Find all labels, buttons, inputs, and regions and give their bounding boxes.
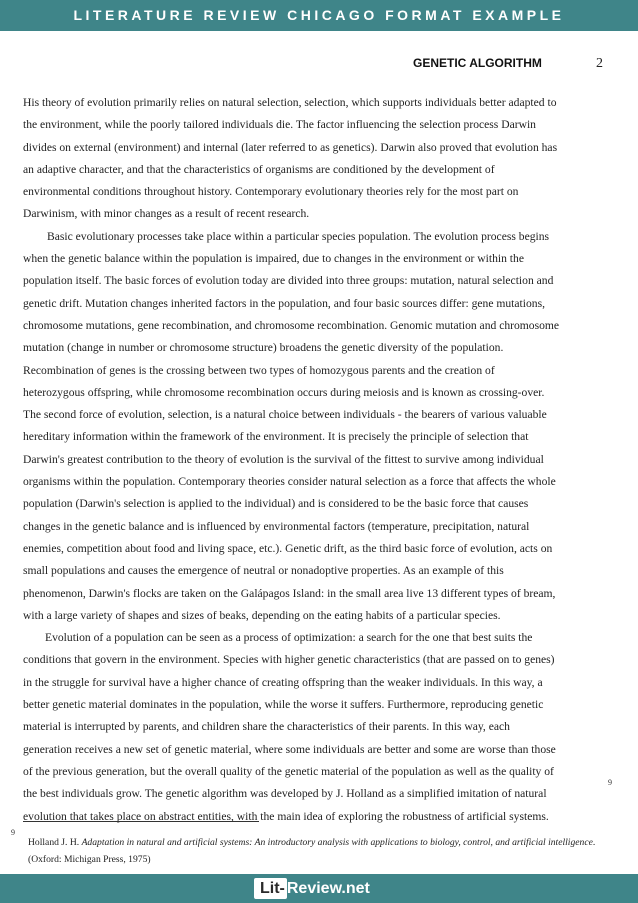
body-line: His theory of evolution primarily relies on natural selection, selection, which supports individuals better adapted to	[23, 96, 557, 109]
body-line: mutation (change in number or chromosome structure) broadens the genetic diversity of the population.	[23, 341, 504, 355]
logo-review-text: Review.net	[286, 879, 370, 897]
body-line: divides on external (environment) and internal (later referred to as genetics). Darwin also proved that evolution has	[23, 140, 558, 154]
body-line: of the previous generation, but the overall quality of the genetic material of the population as well as the quality of	[23, 764, 554, 778]
body-line: population itself. The basic forces of evolution today are divided into three groups: mutation, natural selection and	[23, 274, 554, 288]
body-line: Darwin's greatest contribution to the theory of evolution is the survival of the fittest to survive among individual	[23, 452, 544, 466]
body-line: population (Darwin's selection is applied to the individual) and is considered to be the basic force that causes	[23, 497, 529, 511]
body-line: hereditary information within the framework of the environment. It is precisely the principle of selection that	[23, 430, 529, 444]
body-text	[23, 92, 628, 828]
body-line: the best individuals grow. The genetic algorithm was developed by J. Holland as a simplified imitation of natural	[23, 787, 547, 801]
page-number: 2	[596, 56, 603, 71]
body-line: an adaptive character, and that the characteristics of organisms are conditioned by the development of	[23, 162, 495, 176]
footnote	[28, 834, 618, 868]
document-title-banner: LITERATURE REVIEW CHICAGO FORMAT EXAMPLE	[0, 0, 638, 31]
footnote-publication: . (Oxford: Michigan Press, 1975)	[28, 837, 596, 865]
body-line: Recombination of genes is the crossing between two types of homozygous parents and the creation of	[23, 363, 495, 377]
body-line: when the genetic balance within the population is impaired, due to changes in the environment or within the	[23, 252, 524, 266]
running-head: GENETIC ALGORITHM	[413, 56, 542, 70]
body-line: the environment, while the poorly tailored individuals die. The factor influencing the selection process Darwin	[23, 118, 536, 132]
body-line: conditions that govern in the environment. Species with higher genetic characteristics (that are passed on to genes)	[23, 653, 555, 667]
body-line: chromosome mutations, gene recombination, and chromosome recombination. Genomic mutation and chromosome	[23, 318, 560, 332]
body-line: Darwinism, with minor changes as a result of recent research.	[23, 207, 310, 221]
footnote-number: 9	[11, 828, 15, 837]
body-line: generation receives a new set of genetic material, where some individuals are better and some are worse than those	[23, 742, 556, 756]
footnote-separator	[23, 821, 259, 822]
site-logo	[254, 874, 370, 903]
body-line: small populations and causes the emergence of neutral or nonadoptive properties. As an example of this	[23, 564, 504, 578]
body-line: heterozygous offspring, while chromosome recombination occurs during meiosis and is known as crossing-over.	[23, 385, 545, 399]
body-line: changes in the genetic balance and is influenced by environmental factors (temperature, precipitation, natural	[23, 519, 530, 533]
footnote-reference-mark: 9	[608, 778, 612, 787]
body-line: Basic evolutionary processes take place within a particular species population. The evolution process begins	[47, 229, 550, 243]
body-line: with a large variety of shapes and sizes of beaks, depending on the eating habits of a particular species.	[23, 608, 501, 622]
body-line: material is interrupted by parents, and children share the characteristics of their parents. In this way, each	[23, 720, 510, 734]
body-line: evolution that takes place on abstract entities, with the main idea of exploring the robustness of artificial systems.	[23, 809, 549, 823]
body-line: environmental conditions throughout history. Contemporary evolutionary theories rely for the most part on	[23, 185, 519, 199]
body-line: organisms within the population. Contemporary theories consider natural selection as a force that affects the whole	[23, 475, 556, 489]
body-line: better genetic material dominates in the population, while the worse it suffers. Furthermore, reproducing genetic	[23, 698, 544, 712]
footnote-title: Adaptation in natural and artificial systems: An introductory analysis with applications to biology, control, and artificial intelligence	[81, 837, 593, 848]
body-line: enemies, competition about food and living space, etc.). Genetic drift, as the third basic force of evolution, acts on	[23, 541, 553, 555]
body-line: phenomenon, Darwin's flocks are taken on the Galápagos Island: in the small area live 13 different types of bream,	[23, 586, 556, 600]
logo-lit-text: Lit-	[254, 878, 287, 899]
footnote-author: Holland J. H.	[28, 837, 82, 848]
body-line: genetic drift. Mutation changes inherited factors in the population, and four basic sources differ: gene mutations,	[23, 296, 545, 310]
body-line: The second force of evolution, selection, is a natural choice between individuals - the bearers of various valuable	[23, 408, 547, 422]
body-line: in the struggle for survival have a higher chance of creating offspring than the weaker individuals. In this way, a	[23, 675, 543, 689]
body-line: Evolution of a population can be seen as a process of optimization: a search for the one that best suits the	[45, 631, 533, 645]
